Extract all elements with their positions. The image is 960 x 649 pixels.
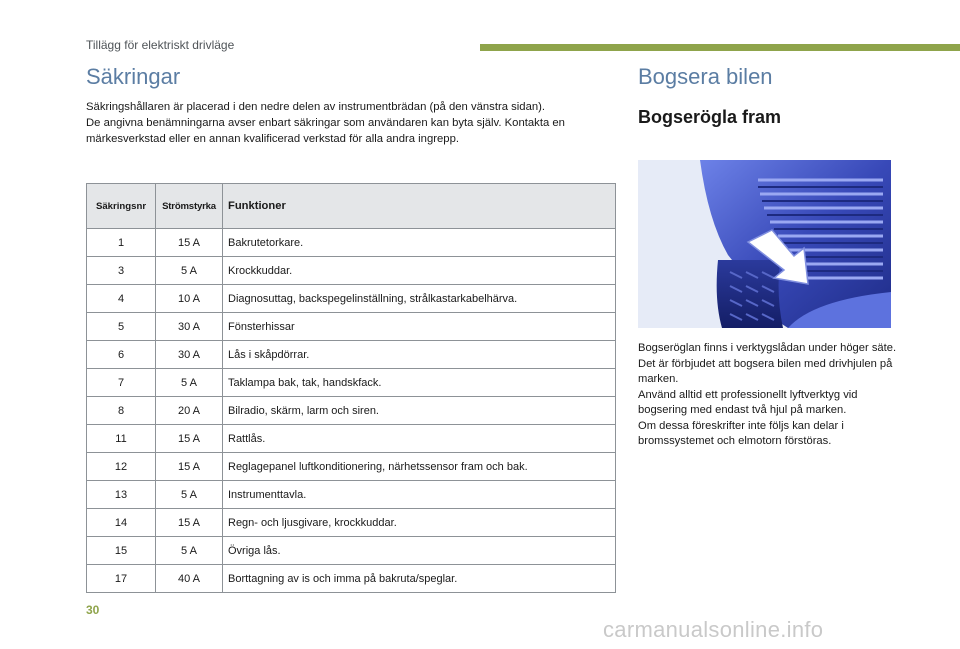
cell-fuse-number: 5 xyxy=(87,313,156,341)
cell-amperage: 15 A xyxy=(156,509,223,537)
header-accent-bar xyxy=(480,44,960,51)
cell-function: Bakrutetorkare. xyxy=(223,229,616,257)
page-number: 30 xyxy=(86,603,100,617)
cell-function: Lås i skåpdörrar. xyxy=(223,341,616,369)
cell-fuse-number: 7 xyxy=(87,369,156,397)
table-row xyxy=(87,537,616,565)
towing-paragraph: Det är förbjudet att bogsera bilen med drivhjulen på marken. xyxy=(638,357,893,385)
towing-paragraph: Om dessa föreskrifter inte följs kan delar i bromssystemet och elmotorn förstöras. xyxy=(638,419,844,447)
table-row xyxy=(87,481,616,509)
towing-section-title: Bogsera bilen xyxy=(638,64,773,89)
cell-fuse-number: 6 xyxy=(87,341,156,369)
cell-function: Diagnosuttag, backspegelinställning, strålkastarkabelhärva. xyxy=(223,285,616,313)
cell-function: Fönsterhissar xyxy=(223,313,616,341)
column-header-fuse-number: Säkringsnr xyxy=(87,184,156,229)
fuse-table-body xyxy=(87,229,616,593)
intro-paragraph: De angivna benämningarna avser enbart säkringar som användaren kan byta själv. Kontakta en märkesverkstad eller en annan kvalificerad verkstad för alla andra ingrepp. xyxy=(86,117,565,145)
table-row xyxy=(87,369,616,397)
tow-eye-illustration xyxy=(638,160,891,328)
cell-fuse-number: 11 xyxy=(87,425,156,453)
table-row xyxy=(87,313,616,341)
cell-function: Rattlås. xyxy=(223,425,616,453)
cell-fuse-number: 1 xyxy=(87,229,156,257)
cell-amperage: 30 A xyxy=(156,341,223,369)
towing-paragraph: Bogseröglan finns i verktygslådan under höger säte. xyxy=(638,342,897,354)
running-header: Tillägg för elektriskt drivläge xyxy=(86,38,235,52)
cell-amperage: 20 A xyxy=(156,397,223,425)
cell-amperage: 5 A xyxy=(156,481,223,509)
cell-amperage: 5 A xyxy=(156,369,223,397)
cell-function: Krockkuddar. xyxy=(223,257,616,285)
towing-text xyxy=(638,341,898,450)
table-row xyxy=(87,397,616,425)
table-header-row xyxy=(87,184,616,229)
table-row xyxy=(87,565,616,593)
fuses-section-title: Säkringar xyxy=(86,64,181,89)
cell-fuse-number: 15 xyxy=(87,537,156,565)
cell-fuse-number: 8 xyxy=(87,397,156,425)
cell-amperage: 15 A xyxy=(156,229,223,257)
table-row xyxy=(87,453,616,481)
cell-fuse-number: 3 xyxy=(87,257,156,285)
table-row xyxy=(87,229,616,257)
cell-fuse-number: 13 xyxy=(87,481,156,509)
cell-amperage: 40 A xyxy=(156,565,223,593)
towing-paragraph: Använd alltid ett professionellt lyftverktyg vid bogsering med endast två hjul på marken. xyxy=(638,388,858,416)
watermark: carmanualsonline.info xyxy=(603,617,824,642)
cell-function: Bilradio, skärm, larm och siren. xyxy=(223,397,616,425)
cell-function: Taklampa bak, tak, handskfack. xyxy=(223,369,616,397)
table-row xyxy=(87,509,616,537)
cell-function: Regn- och ljusgivare, krockkuddar. xyxy=(223,509,616,537)
cell-amperage: 15 A xyxy=(156,425,223,453)
cell-fuse-number: 14 xyxy=(87,509,156,537)
table-row xyxy=(87,257,616,285)
column-header-functions: Funktioner xyxy=(223,184,616,229)
table-row xyxy=(87,425,616,453)
table-row xyxy=(87,285,616,313)
cell-amperage: 10 A xyxy=(156,285,223,313)
cell-amperage: 5 A xyxy=(156,537,223,565)
column-header-amperage: Strömstyrka xyxy=(156,184,223,229)
intro-paragraph: Säkringshållaren är placerad i den nedre delen av instrumentbrädan (på den vänstra sidan). xyxy=(86,101,546,113)
fuses-intro xyxy=(86,99,616,147)
cell-fuse-number: 4 xyxy=(87,285,156,313)
towing-subtitle: Bogserögla fram xyxy=(638,107,782,127)
cell-function: Reglagepanel luftkonditionering, närhetssensor fram och bak. xyxy=(223,453,616,481)
cell-function: Övriga lås. xyxy=(223,537,616,565)
cell-amperage: 5 A xyxy=(156,257,223,285)
cell-amperage: 30 A xyxy=(156,313,223,341)
cell-amperage: 15 A xyxy=(156,453,223,481)
cell-function: Borttagning av is och imma på bakruta/speglar. xyxy=(223,565,616,593)
table-row xyxy=(87,341,616,369)
fuse-table xyxy=(86,183,616,593)
cell-function: Instrumenttavla. xyxy=(223,481,616,509)
cell-fuse-number: 12 xyxy=(87,453,156,481)
cell-fuse-number: 17 xyxy=(87,565,156,593)
